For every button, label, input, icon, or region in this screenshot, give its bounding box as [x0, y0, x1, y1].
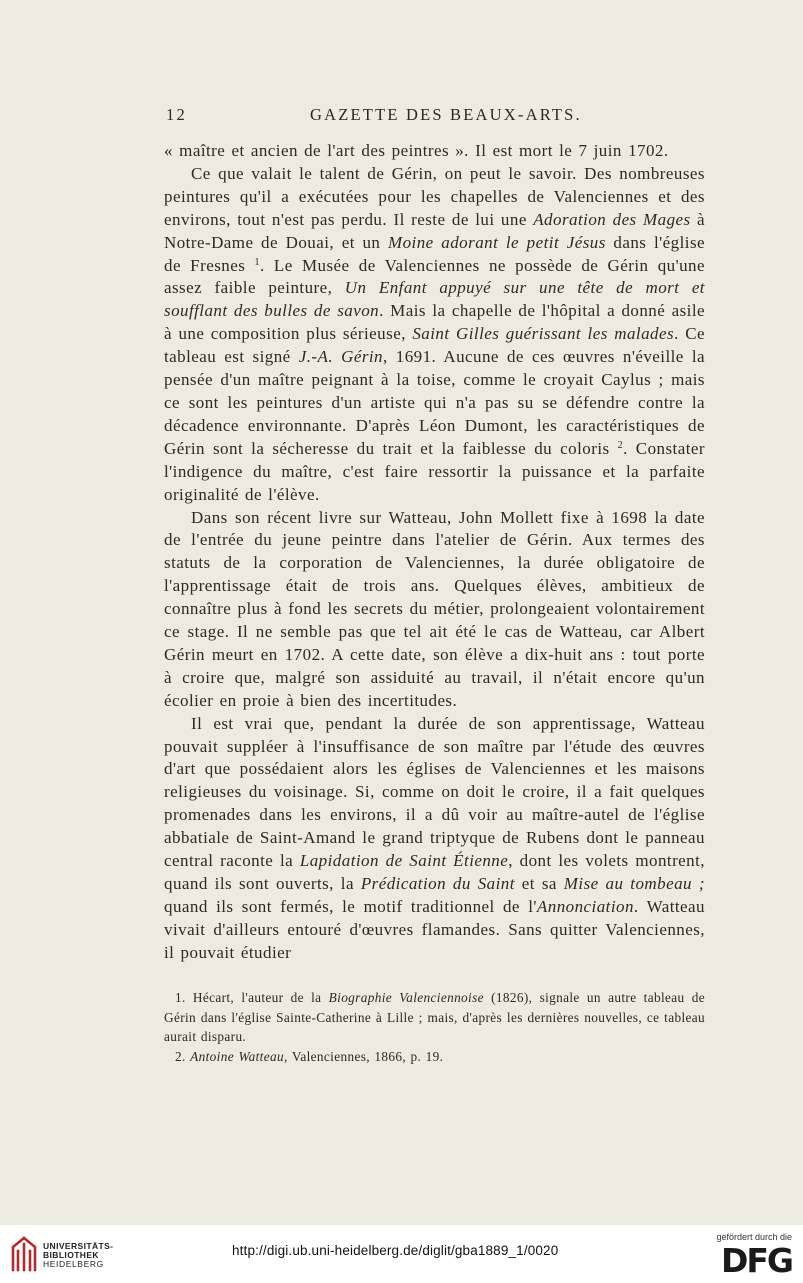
text-run: à Notre-Dame de Douai, et un: [164, 209, 706, 252]
text-run: « maître et ancien de l'art des peintres ». Il est mort le 7 juin 1702.: [164, 141, 669, 160]
text-run: . Ce tableau est signé: [164, 324, 705, 367]
running-title: GAZETTE DES BEAUX-ARTS.: [310, 105, 582, 124]
text-run: (1826), signale un autre tableau de Gérin dans l'église Sainte-Catherine à Lille ; mais, d'après les dernières nouvelles, ce tableau aurait disparu.: [164, 990, 705, 1044]
viewer-footer: [0, 1225, 803, 1283]
running-header: [166, 105, 704, 129]
footnote: [164, 1047, 705, 1067]
page-number: 12: [166, 105, 187, 124]
text-run: quand ils sont fermés, le motif traditionnel de l': [164, 896, 537, 916]
text-run: . Constater l'indigence du maître, c'est faire ressortir la puissance et la parfaite originalité de l'élève.: [164, 438, 706, 504]
italic-title: Mise au tombeau ;: [563, 874, 705, 893]
italic-title: Un Enfant appuyé sur une tête de mort et soufflant des bulles de savon: [164, 278, 705, 321]
library-line: HEIDELBERG: [43, 1259, 104, 1270]
footnotes: [164, 988, 705, 1066]
university-library-logo-icon: [9, 1235, 39, 1278]
paragraph: [164, 163, 705, 507]
permalink-url[interactable]: http://digi.ub.uni-heidelberg.de/diglit/gba1889_1/0020: [232, 1243, 559, 1258]
library-name: [43, 1242, 113, 1270]
italic-title: Antoine Watteau,: [190, 1048, 288, 1064]
text-run: dans l'église de Fresnes: [164, 232, 706, 275]
footnote-marker: 2: [617, 439, 624, 451]
library-line: UNIVERSITÄTS-: [43, 1241, 114, 1251]
paragraph: [164, 507, 705, 713]
italic-title: J.-A. Gérin: [298, 347, 384, 367]
text-run: , 1691. Aucune de ces œuvres n'éveille la pensée d'un maître peignant à la toise, comme le croyait Caylus ; mais ce sont les peintures d'un artiste qui n'a pas su se défendre contre la décadence environnante. D'après Léon Dumont, les caractéristiques de Gérin sont la sécheresse du trait et la faiblesse du coloris: [164, 347, 705, 458]
italic-title: Adoration des Mages: [533, 209, 691, 229]
text-run: . Watteau vivait d'ailleurs entouré d'œuvres flamandes. Sans quitter Valenciennes, il pouvait étudier: [164, 896, 705, 962]
text-run: 2.: [175, 1048, 191, 1064]
italic-title: Annonciation: [536, 896, 634, 916]
text-run: et sa: [514, 874, 564, 893]
dfg-logo: DFG: [720, 1241, 792, 1280]
text-run: Il est vrai que, pendant la durée de son apprentissage, Watteau pouvait suppléer à l'insuffisance de son maître par l'étude des œuvres d'art que possédaient alors les églises de Valenciennes et les maisons religieuses du voisinage. Si, comme on doit le croire, il a fait quelques promenades dans les environs, il a dû voir au maître-autel de l'église abbatiale de Saint-Amand le grand triptyque de Rubens dont le panneau central raconte la: [164, 713, 705, 871]
footnote-marker: 1: [254, 256, 260, 268]
italic-title: Biographie Valenciennoise: [328, 990, 484, 1005]
library-line: BIBLIOTHEK: [43, 1250, 99, 1261]
paragraph: [164, 713, 705, 965]
text-run: , dont les volets montrent, quand ils sont ouverts, la: [164, 851, 705, 893]
text-run: . Mais la chapelle de l'hôpital a donné asile à une composition plus sérieuse,: [164, 301, 705, 344]
footnote: [164, 988, 705, 1047]
italic-title: Moine adorant le petit Jésus: [388, 232, 606, 252]
text-run: . Le Musée de Valenciennes ne possède de Gérin qu'une assez faible peinture,: [164, 255, 705, 298]
text-run: 1. Hécart, l'auteur de la: [175, 990, 329, 1005]
paragraph: [164, 140, 705, 163]
funder-caption: gefördert durch die: [716, 1232, 792, 1242]
text-run: Dans son récent livre sur Watteau, John Mollett fixe à 1698 la date de l'entrée du jeune peintre dans l'atelier de Gérin. Aux termes des statuts de la corporation de Valenciennes, la durée obligatoire de l'apprentissage était de trois ans. Quelques élèves, ambitieux de connaître plus à fond les secrets du métier, prolongeaient volontairement ce stage. Il ne semble pas que tel ait été le cas de Watteau, car Albert Gérin meurt en 1702. A cette date, son élève a dix-huit ans : tout porte à croire que, malgré son assiduité au travail, il n'était encore qu'un écolier en proie à bien des incertitudes.: [164, 507, 705, 710]
italic-title: Lapidation de Saint Étienne: [299, 851, 509, 871]
italic-title: Prédication du Saint: [360, 874, 515, 893]
article-body: [164, 140, 705, 965]
text-run: Valenciennes, 1866, p. 19.: [287, 1048, 444, 1064]
text-run: Ce que valait le talent de Gérin, on peut le savoir. Des nombreuses peintures qu'il a exécutées pour les chapelles de Valenciennes et des environs, tout n'est pas perdu. Il reste de lui une: [164, 163, 705, 229]
italic-title: Saint Gilles guérissant les malades: [412, 324, 675, 344]
